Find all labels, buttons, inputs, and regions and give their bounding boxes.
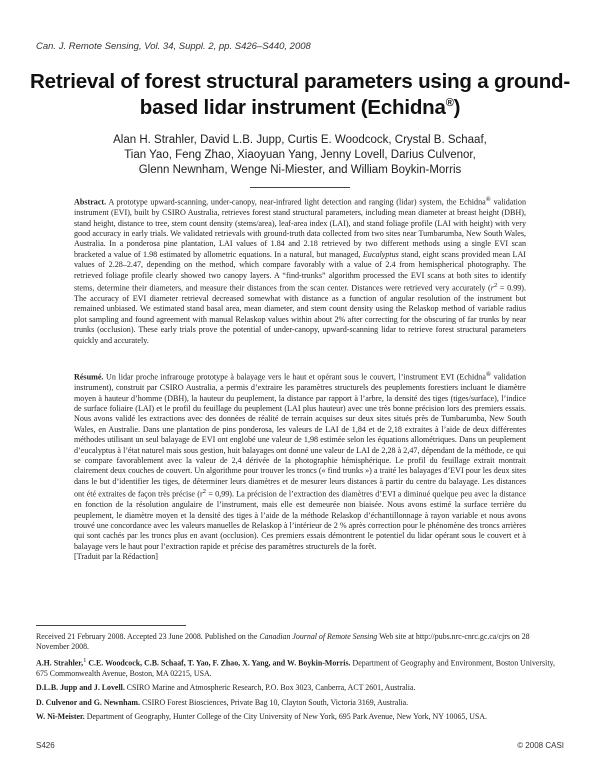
- copyright-notice: © 2008 CASI: [517, 741, 564, 750]
- affiliation: [36, 712, 564, 722]
- abstract-paragraph: [74, 195, 526, 346]
- registered-mark: ®: [485, 371, 492, 378]
- abstract-text: = 0.99). The accuracy of EVI diameter retrieval decreased somewhat with distance as a function of angular resolution of the instrument but remained unbiased. We estimated stand basal area, mean diameter, and stem count density using the Relaskop method of variable radius plot sampling and found agreement with manual Relaskop values within about 2% after correcting for the obscuring of far trunks by near trunks (occlusion). These early trials prove the potential of under-canopy, upward-scanning lidar to retrieve forest structural parameters quickly and accurately.: [74, 283, 527, 345]
- author-line: Glenn Newnham, Wenge Ni-Miester, and William Boykin-Morris: [138, 164, 462, 176]
- affiliation-names: D. Culvenor and G. Newnham.: [36, 697, 140, 707]
- affiliation-names: D.L.B. Jupp and J. Lovell.: [36, 683, 125, 693]
- affiliation-names: A.H. Strahler,: [36, 659, 84, 669]
- resume-text: Un lidar proche infrarouge prototype à balayage vers le haut et opérant sous le couvert, l’instrument EVI (Echidna: [103, 372, 486, 382]
- received-text: Web site at http://pubs.nrc-cnrc.gc.ca/cjrs on 28 November 2008.: [36, 632, 530, 652]
- registered-mark: ®: [445, 97, 454, 110]
- affiliation-address: Department of Geography and Environment, Boston University, 675 Commonwealth Avenue, Boston, MA 02215, USA.: [36, 659, 555, 679]
- page-number: S426: [36, 741, 55, 750]
- footnote-divider: [36, 625, 186, 626]
- resume-text: = 0,99). La précision de l’extraction des diamètres d’EVI a diminué quelque peu avec la distance en fonction de la résolution angulaire de l’instrument, mais elle est demeurée non biaisée. Nous avons estimé la surface terrière du peuplement, le diamètre moyen et la densité des tiges à l’aide de la méthode Relaskop d’échantillonnage à rayon variable et nous avons trouvé une concordance avec les valeurs manuelles de Relaskop à l’intérieur de 2 % après correction pour le phénomène des troncs arrières qui sont cachés par les troncs plus en avant (occlusion). Ces premiers essais démontrent le potentiel du lidar opérant sous le couvert et à balayage vers le haut pour l’extraction rapide et précise des paramètres structurels de la forêt.: [74, 489, 526, 551]
- resume-label: Résumé.: [74, 372, 104, 382]
- abstract-label: Abstract.: [74, 197, 107, 207]
- received-text: Received 21 February 2008. Accepted 23 June 2008. Published on the: [36, 632, 260, 641]
- registered-mark: ®: [485, 196, 491, 203]
- title-divider: [250, 187, 350, 188]
- abstract-text: validation instrument (EVI), built by CSIRO Australia, retrieves forest stand structural parameters, including mean diameter at breast height (DBH), stand height, distance to tree, stem count density (stems/area), leaf-area index (LAI), and stand foliage profile (LAI with height) with very good accuracy in early trials. We validated retrievals with ground-truth data collected from two sites near Tumbarumba, New South Wales, Australia. In a ponderosa pine plantation, LAI values of 1.84 and 2.18 retrieved by two different methods using a single EVI scan bracketed a value of 1.98 estimated by allometric equations. In a natural, but managed,: [74, 197, 527, 259]
- affiliation: [36, 698, 564, 708]
- author-line: Tian Yao, Feng Zhao, Xiaoyuan Yang, Jenny Lovell, Darius Culvenor,: [124, 149, 476, 161]
- translation-note: [Traduit par la Rédaction]: [74, 552, 158, 562]
- author-list: [60, 133, 540, 178]
- resume-text: validation instrument), construit par CSIRO Australia, a permis d’extraire les paramètres structurels des peuplements forestiers incluant le diamètre moyen à hauteur d’homme (DBH), la hauteur du peuplement, la distance par rapport à l’arbre, la densité des tiges (tiges/surface), l’indice de surface foliaire (LAI) et le profil du feuillage du peuplement (LAI plus hauteur) avec une très bonne précision lors des premiers essais. Nous avons validé les extractions avec des données de réalité de terrain acquises sur deux sites situés près de Tumbarumba, New South Wales, en Australie. Dans une plantation de pins ponderosa, les valeurs de LAI de 1,84 et de 2,18 extraites à l’aide de deux différentes méthodes utilisant un seul balayage de EVI ont englobé une valeur de 1,98 estimée selon les équations allométriques. Dans un peuplement d’eucalyptus à l’état naturel mais sous gestion, huit balayages ont donné une valeur de LAI de 2,28 à 2,47, dépendant de la méthode, ce qui se compare favorablement avec la valeur de 2,4 dérivée de la photographie hémisphérique. Le profil du feuillage extrait montrait clairement deux couches de couvert. Un algorithme pour trouver les troncs (« find trunks ») a traité les balayages d’EVI pour les deux sites dans le but d’identifier les tiges, de déterminer leurs diamètres et de mesurer leurs distances à partir du centre du balayage. Les distances ont été extraites de façon très précise (: [74, 372, 527, 499]
- species-name: Eucalyptus: [362, 249, 399, 259]
- affiliation-names: W. Ni-Meister.: [36, 711, 85, 721]
- affiliation-address: CSIRO Forest Biosciences, Private Bag 10, Clayton South, Victoria 3169, Australia.: [139, 697, 409, 707]
- author-line: Alan H. Strahler, David L.B. Jupp, Curtis E. Woodcock, Crystal B. Schaaf,: [113, 134, 487, 146]
- affiliation-names: C.E. Woodcock, C.B. Schaaf, T. Yao, F. Zhao, X. Yang, and W. Boykin-Morris.: [86, 659, 351, 669]
- footnotes: [36, 632, 564, 726]
- article-title: [30, 69, 570, 121]
- r-squared-symbol: r: [490, 283, 494, 293]
- title-text: Retrieval of forest structural parameters using a ground-based lidar instrument (Echidna: [30, 70, 570, 119]
- abstract-text: A prototype upward-scanning, under-canopy, near-infrared light detection and ranging (lidar) system, the Echidna: [106, 197, 486, 207]
- journal-link[interactable]: Canadian Journal of Remote Sensing: [259, 632, 378, 641]
- title-close: ): [453, 96, 461, 119]
- resume-paragraph: [74, 370, 526, 563]
- abstract-text: stand, eight scans provided mean LAI values of 2.28–2.47, depending on the method, which compare favorably with a value of 2.4 from hemispherical photography. The retrieved foliage profile clearly showed two canopy layers. A “find-trunks” algorithm processed the EVI scans at both sites to identify stems, determine their diameters, and measure their distances from the scan center. Distances were retrieved very accurately (: [74, 249, 527, 293]
- r-squared-symbol: r: [199, 489, 203, 499]
- affiliation: [36, 656, 564, 679]
- affiliation-address: Department of Geography, Hunter College of the City University of New York, 695 Park Avenue, New York, NY 10065, USA.: [84, 711, 488, 721]
- footnote-marker: 1: [83, 657, 87, 665]
- r-squared-exponent: 2: [493, 281, 498, 289]
- journal-citation: Can. J. Remote Sensing, Vol. 34, Suppl. 2, pp. S426–S440, 2008: [36, 41, 311, 52]
- affiliation-address: CSIRO Marine and Atmospheric Research, P.O. Box 3023, Canberra, ACT 2601, Australia.: [124, 683, 416, 693]
- r-squared-exponent: 2: [202, 488, 207, 496]
- received-note: [36, 632, 564, 652]
- affiliation: [36, 683, 564, 693]
